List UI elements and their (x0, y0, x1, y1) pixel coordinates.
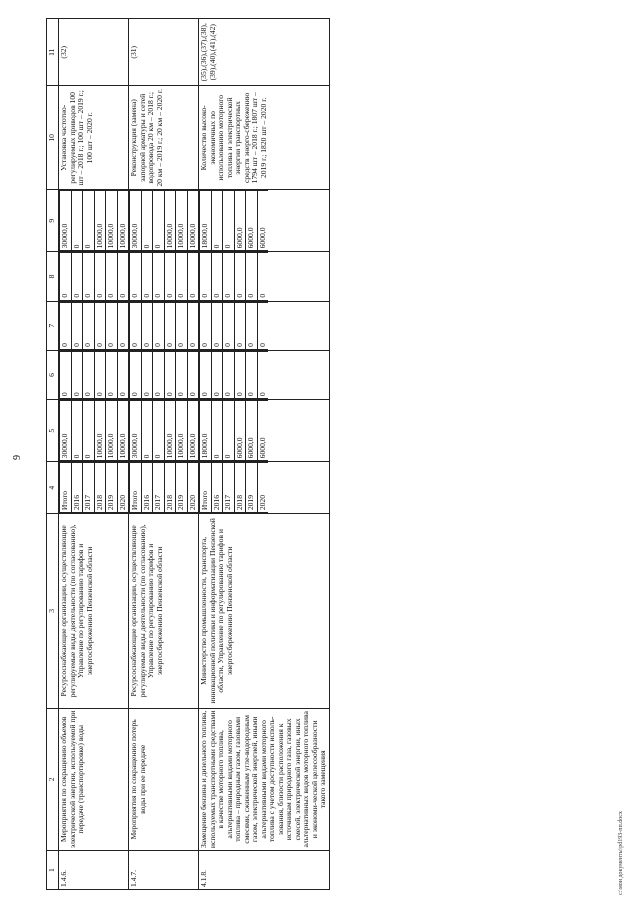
federal-funding-value: 0 (234, 351, 246, 398)
regional-funding (199, 301, 330, 350)
extra-funding (59, 190, 129, 252)
col-header: 5 (47, 400, 59, 462)
total-funding-value: 10000,0 (176, 401, 188, 461)
federal-funding (59, 350, 129, 399)
federal-funding-value: 0 (141, 351, 153, 398)
regional-funding (59, 301, 129, 350)
extra-funding-value: 0 (83, 191, 95, 251)
regional-funding-value: 0 (60, 302, 72, 349)
local-funding-value: 0 (176, 253, 188, 300)
local-funding-value: 0 (141, 253, 153, 300)
year-cell-value: Итого (200, 463, 212, 513)
federal-funding-value: 0 (83, 351, 95, 398)
total-funding-value: 0 (211, 401, 223, 461)
measure-text: Мероприятия по сокращению потерь воды при ее передаче (129, 708, 199, 851)
regional-funding-value: 0 (106, 302, 118, 349)
regional-funding-value: 0 (223, 302, 235, 349)
federal-funding-value: 0 (211, 351, 223, 398)
col-header: 3 (47, 514, 59, 708)
extra-funding-value: 10000,0 (106, 191, 118, 251)
table-body (59, 19, 330, 890)
year-cell-value: 2017 (83, 463, 95, 513)
indicator-text: Количество высоко-экономичных по использованию моторного топлива и электрической энергии транспортных средств энерго-сбережению 1794 шт – 2018 г.; 1807 шт – 2019 г.; 1820 шт – 2020 г. (199, 86, 330, 190)
total-funding-value: 18000,0 (200, 401, 212, 461)
extra-funding-value: 18000,0 (200, 191, 212, 251)
year-cell-value: 2019 (106, 463, 118, 513)
local-funding-value: 0 (164, 253, 176, 300)
total-funding-value: 0 (141, 401, 153, 461)
federal-funding-value: 0 (71, 351, 83, 398)
federal-funding-value: 0 (60, 351, 72, 398)
extra-funding-value: 0 (223, 191, 235, 251)
col-header: 8 (47, 252, 59, 301)
indicator-link: (32) (59, 19, 129, 86)
year-cell (59, 462, 129, 514)
local-funding-value: 0 (211, 253, 223, 300)
executor-text: Министерство промышленности, транспорта, инновационной политики и информатизации Пензенской области, Управление по регулированию тарифов и энергосбережению Пензенской области (199, 514, 330, 708)
federal-funding-value: 0 (117, 351, 128, 398)
federal-funding-value: 0 (106, 351, 118, 398)
year-cell-value: 2020 (257, 463, 268, 513)
col-header: 10 (47, 86, 59, 190)
extra-funding-value: 6000,0 (257, 191, 268, 251)
extra-funding-value: 6000,0 (246, 191, 258, 251)
regional-funding-value: 0 (176, 302, 188, 349)
year-cell-value: Итого (60, 463, 72, 513)
regional-funding-value: 0 (187, 302, 198, 349)
executor-text: Ресурсоснабжающие организации, осуществляющие регулируемые виды деятельности (по согласованию), Управление по регулированию тарифов и энергосбережению Пензенской области (59, 514, 129, 708)
year-cell-value: 2018 (234, 463, 246, 513)
regional-funding-value: 0 (257, 302, 268, 349)
row-number: 1.4.6. (59, 851, 129, 890)
federal-funding-value: 0 (164, 351, 176, 398)
regional-funding-value: 0 (200, 302, 212, 349)
federal-funding-value: 0 (153, 351, 165, 398)
measure-text: Замещение бензина и дизельного топлива, используемых транспортными средствами в качестве моторного топлива, альтернативными видами моторного топлива – природным газом, газовыми смесями, сжиженным угле-водородным газом, электрической энергией, иными альтернативными видами моторного топлива с учетом доступности исполь-зования, близости расположения к источникам природного газа, газовых смесей, электрической энергии, иных альтернативных видов моторного топлива и экономи-ческой целесообразности такого замещения (199, 708, 330, 851)
extra-funding-value: 10000,0 (187, 191, 198, 251)
table-row (59, 19, 129, 890)
extra-funding-value: 30000,0 (60, 191, 72, 251)
total-funding-value: 6000,0 (246, 401, 258, 461)
local-funding-value: 0 (60, 253, 72, 300)
year-cell-value: 2019 (176, 463, 188, 513)
year-cell-value: 2018 (94, 463, 106, 513)
total-funding-value: 6000,0 (257, 401, 268, 461)
local-funding-value: 0 (83, 253, 95, 300)
col-header: 7 (47, 301, 59, 350)
total-funding-value: 6000,0 (234, 401, 246, 461)
federal-funding-value: 0 (200, 351, 212, 398)
col-header: 1 (47, 851, 59, 890)
local-funding (59, 252, 129, 301)
total-funding (59, 400, 129, 462)
federal-funding-value: 0 (257, 351, 268, 398)
federal-funding-value: 0 (130, 351, 142, 398)
extra-funding-value: 10000,0 (164, 191, 176, 251)
indicator-link: (31) (129, 19, 199, 86)
year-cell-value: 2016 (141, 463, 153, 513)
federal-funding (129, 350, 199, 399)
extra-funding-value: 0 (141, 191, 153, 251)
total-funding-value: 10000,0 (164, 401, 176, 461)
extra-funding-value: 10000,0 (94, 191, 106, 251)
regional-funding-value: 0 (117, 302, 128, 349)
regional-funding-value: 0 (211, 302, 223, 349)
indicator-text: Установка частотно-регулируемых приводов 100 шт – 2018 г.; 100 шт – 2019 г.; 100 шт – 2020 г. (59, 86, 129, 190)
local-funding-value: 0 (187, 253, 198, 300)
year-cell-value: 2017 (223, 463, 235, 513)
total-funding-value: 0 (153, 401, 165, 461)
header-row (47, 19, 59, 890)
total-funding-value: 10000,0 (94, 401, 106, 461)
total-funding-value: 30000,0 (60, 401, 72, 461)
footer-path: c:\мои документы\рd193-пп.docx (618, 811, 624, 895)
total-funding-value: 0 (71, 401, 83, 461)
year-cell (129, 462, 199, 514)
indicator-text: Реконструкция (замена) запорной арматуры и сетей водопровода 20 км – 2018 г.; 20 км – 2019 г.; 20 км – 2020 г. (129, 86, 199, 190)
regional-funding-value: 0 (130, 302, 142, 349)
federal-funding (199, 350, 330, 399)
local-funding (199, 252, 330, 301)
extra-funding-value: 30000,0 (130, 191, 142, 251)
federal-funding-value: 0 (246, 351, 258, 398)
regional-funding-value: 0 (153, 302, 165, 349)
regional-funding-value: 0 (94, 302, 106, 349)
extra-funding-value: 10000,0 (176, 191, 188, 251)
total-funding-value: 30000,0 (130, 401, 142, 461)
regional-funding-value: 0 (234, 302, 246, 349)
extra-funding-value: 0 (211, 191, 223, 251)
federal-funding-value: 0 (223, 351, 235, 398)
col-header: 4 (47, 462, 59, 514)
year-cell-value: 2020 (187, 463, 198, 513)
extra-funding (199, 190, 330, 252)
page-number: 9 (12, 455, 23, 460)
total-funding (199, 400, 330, 462)
table-row (199, 19, 330, 890)
total-funding (129, 400, 199, 462)
row-number: 4.1.8. (199, 851, 330, 890)
extra-funding-value: 6000,0 (234, 191, 246, 251)
regional-funding-value: 0 (71, 302, 83, 349)
col-header: 11 (47, 19, 59, 86)
total-funding-value: 0 (83, 401, 95, 461)
local-funding (129, 252, 199, 301)
year-cell-value: 2018 (164, 463, 176, 513)
extra-funding-value: 0 (153, 191, 165, 251)
indicator-link: (35),(36),(37),(38),(39),(40),(41),(42) (199, 19, 330, 86)
local-funding-value: 0 (223, 253, 235, 300)
year-cell-value: 2019 (246, 463, 258, 513)
col-header: 6 (47, 350, 59, 399)
local-funding-value: 0 (130, 253, 142, 300)
regional-funding-value: 0 (246, 302, 258, 349)
regional-funding-value: 0 (141, 302, 153, 349)
local-funding-value: 0 (200, 253, 212, 300)
year-cell (199, 462, 330, 514)
federal-funding-value: 0 (94, 351, 106, 398)
federal-funding-value: 0 (176, 351, 188, 398)
extra-funding-value: 0 (71, 191, 83, 251)
total-funding-value: 10000,0 (117, 401, 128, 461)
local-funding-value: 0 (94, 253, 106, 300)
federal-funding-value: 0 (187, 351, 198, 398)
local-funding-value: 0 (71, 253, 83, 300)
executor-text: Ресурсоснабжающие организации, осуществляющие регулируемые виды деятельности (по согласованию), Управление по регулированию тарифов и энергосбережению Пензенской области (129, 514, 199, 708)
total-funding-value: 0 (223, 401, 235, 461)
col-header: 9 (47, 190, 59, 252)
local-funding-value: 0 (246, 253, 258, 300)
col-header: 2 (47, 708, 59, 851)
extra-funding (129, 190, 199, 252)
regional-funding (129, 301, 199, 350)
total-funding-value: 10000,0 (106, 401, 118, 461)
local-funding-value: 0 (257, 253, 268, 300)
year-cell-value: 2016 (211, 463, 223, 513)
local-funding-value: 0 (153, 253, 165, 300)
year-cell-value: 2016 (71, 463, 83, 513)
table-row (129, 19, 199, 890)
year-cell-value: 2017 (153, 463, 165, 513)
local-funding-value: 0 (117, 253, 128, 300)
measure-text: Мероприятия по сокращению объемов электрической энергии, используемой при передаче (транспортировке) воды (59, 708, 129, 851)
regional-funding-value: 0 (164, 302, 176, 349)
total-funding-value: 10000,0 (187, 401, 198, 461)
row-number: 1.4.7. (129, 851, 199, 890)
year-cell-value: Итого (130, 463, 142, 513)
local-funding-value: 0 (234, 253, 246, 300)
extra-funding-value: 10000,0 (117, 191, 128, 251)
measures-table (46, 18, 330, 890)
regional-funding-value: 0 (83, 302, 95, 349)
year-cell-value: 2020 (117, 463, 128, 513)
local-funding-value: 0 (106, 253, 118, 300)
